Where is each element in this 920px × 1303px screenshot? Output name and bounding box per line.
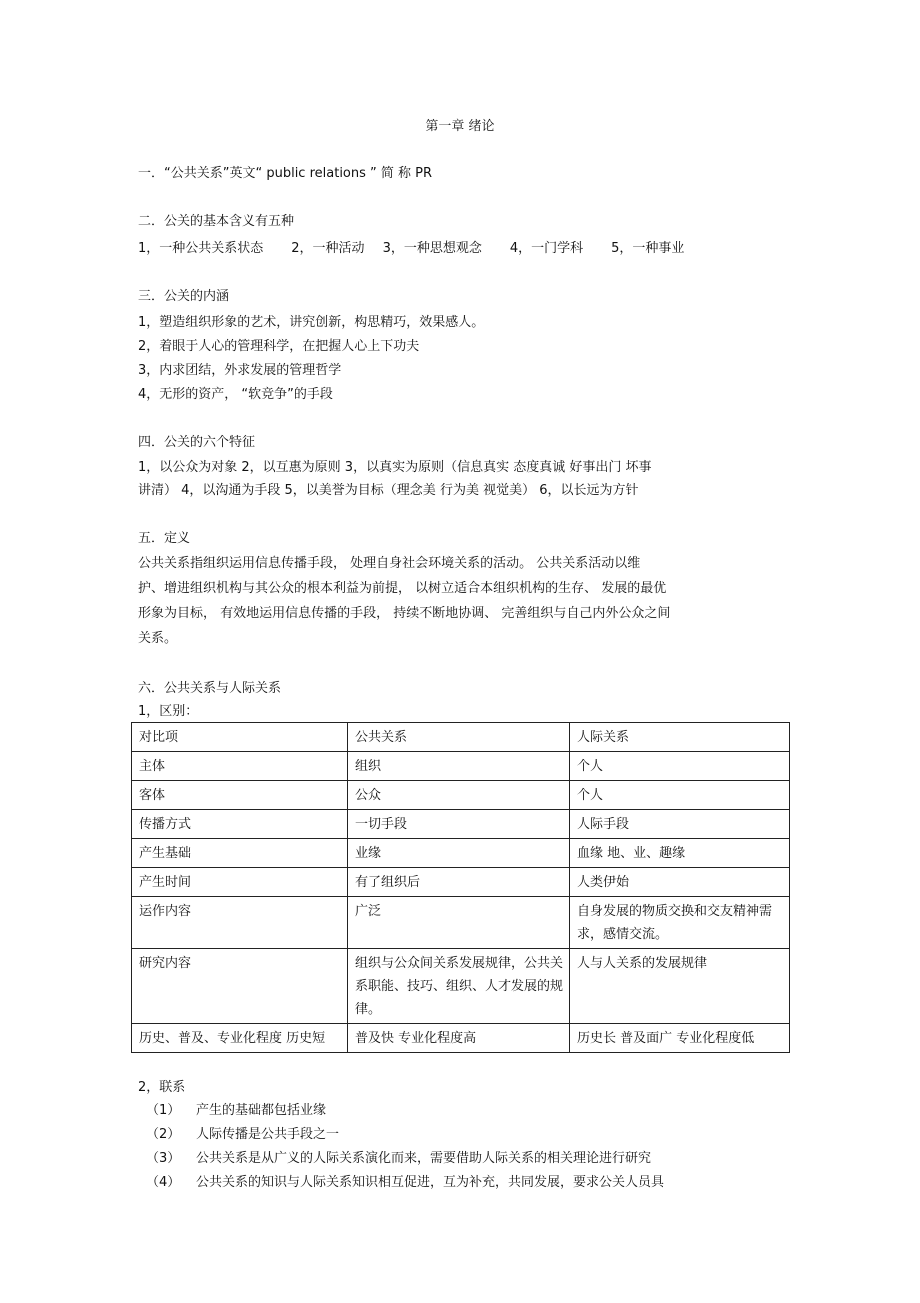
item-text: 产生的基础都包括业缘: [196, 1103, 327, 1118]
list-item: 4，无形的资产， “软竞争”的手段: [138, 387, 333, 402]
table-row: [132, 1024, 790, 1053]
table-header-cell: 对比项: [132, 723, 348, 752]
section-5-heading: 五．定义: [138, 531, 191, 546]
table-header-row: [132, 723, 790, 752]
comparison-table: [131, 722, 790, 1053]
page-title: 第一章 绪论: [425, 119, 495, 134]
table-cell: 产生时间: [132, 868, 348, 897]
item-text: 人际传播是公共手段之一: [196, 1127, 340, 1142]
table-cell: 一切手段: [348, 810, 570, 839]
list-item: 1，一种公共关系状态: [138, 241, 264, 256]
list-item: 2，着眼于人心的管理科学，在把握人心上下功夫: [138, 339, 420, 354]
table-cell: 客体: [132, 781, 348, 810]
list-item: [146, 1102, 326, 1120]
list-item: 4，一门学科: [509, 241, 584, 256]
item-text: 公共关系的知识与人际关系知识相互促进，互为补充，共同发展，要求公关人员具: [196, 1175, 665, 1190]
relation-subheading: 2，联系: [138, 1080, 186, 1095]
difference-subheading: 1，区别：: [138, 704, 199, 719]
table-cell: 普及快 专业化程度高: [348, 1024, 570, 1053]
table-cell: 研究内容: [132, 949, 348, 1024]
table-cell: 公众: [348, 781, 570, 810]
section-4-heading: 四．公关的六个特征: [138, 435, 256, 450]
table-cell: 历史、普及、专业化程度 历史短: [132, 1024, 348, 1053]
list-item: 3，内求团结，外求发展的管理哲学: [138, 363, 342, 378]
item-number: （2）: [146, 1127, 181, 1142]
table-row: [132, 949, 790, 1024]
table-cell: 广泛: [348, 897, 570, 949]
table-row: [132, 752, 790, 781]
section-2-heading: 二．公关的基本含义有五种: [138, 214, 295, 229]
table-cell: 个人: [570, 781, 790, 810]
list-item: 1，塑造组织形象的艺术，讲究创新，构思精巧，效果感人。: [138, 315, 485, 330]
definition-line: 关系。: [138, 631, 178, 646]
table-cell: 人际手段: [570, 810, 790, 839]
list-item: 3，一种思想观念: [382, 241, 482, 256]
table-cell: 组织与公众间关系发展规律，公共关系职能、技巧、组织、人才发展的规律。: [348, 949, 570, 1024]
item-number: （1）: [146, 1103, 181, 1118]
table-cell: 自身发展的物质交换和交友精神需求，感情交流。: [570, 897, 790, 949]
table-header-cell: 公共关系: [348, 723, 570, 752]
table-cell: 血缘 地、业、趣缘: [570, 839, 790, 868]
section-6-heading: 六．公共关系与人际关系: [138, 681, 282, 696]
section-1-heading: 一．“公共关系”英文“ public relations ” 简 称 PR: [138, 166, 433, 181]
table-cell: 组织: [348, 752, 570, 781]
definition-line: 公共关系指组织运用信息传播手段， 处理自身社会环境关系的活动。 公共关系活动以维: [138, 556, 641, 571]
section-4-line-1: 1，以公众为对象 2，以互惠为原则 3，以真实为原则（信息真实 态度真诚 好事出门 坏事: [138, 460, 652, 475]
definition-line: 护、增进组织机构与其公众的根本利益为前提， 以树立适合本组织机构的生存、 发展的最优: [138, 581, 667, 596]
item-text: 公共关系是从广义的人际关系演化而来，需要借助人际关系的相关理论进行研究: [196, 1151, 652, 1166]
definition-line: 形象为目标， 有效地运用信息传播的手段， 持续不断地协调、 完善组织与自己内外公众之间: [138, 606, 671, 621]
table-row: [132, 897, 790, 949]
table-row: [132, 810, 790, 839]
table-cell: 运作内容: [132, 897, 348, 949]
list-item: 5，一种事业: [611, 241, 685, 256]
item-number: （4）: [146, 1175, 181, 1190]
section-3-heading: 三．公关的内涵: [138, 289, 230, 304]
table-row: [132, 781, 790, 810]
table-cell: 个人: [570, 752, 790, 781]
table-cell: 历史长 普及面广 专业化程度低: [570, 1024, 790, 1053]
section-2-items: [138, 240, 684, 258]
table-header-cell: 人际关系: [570, 723, 790, 752]
table-cell: 人与人关系的发展规律: [570, 949, 790, 1024]
table-cell: 主体: [132, 752, 348, 781]
list-item: [146, 1126, 339, 1144]
table-row: [132, 868, 790, 897]
table-cell: 人类伊始: [570, 868, 790, 897]
table-cell: 传播方式: [132, 810, 348, 839]
list-item: [146, 1174, 664, 1192]
list-item: 2，一种活动: [291, 241, 365, 256]
table-cell: 产生基础: [132, 839, 348, 868]
list-item: [146, 1150, 651, 1168]
item-number: （3）: [146, 1151, 181, 1166]
table-cell: 业缘: [348, 839, 570, 868]
section-4-line-2: 讲清） 4，以沟通为手段 5，以美誉为目标（理念美 行为美 视觉美） 6，以长远为方针: [138, 483, 639, 498]
table-row: [132, 839, 790, 868]
table-cell: 有了组织后: [348, 868, 570, 897]
